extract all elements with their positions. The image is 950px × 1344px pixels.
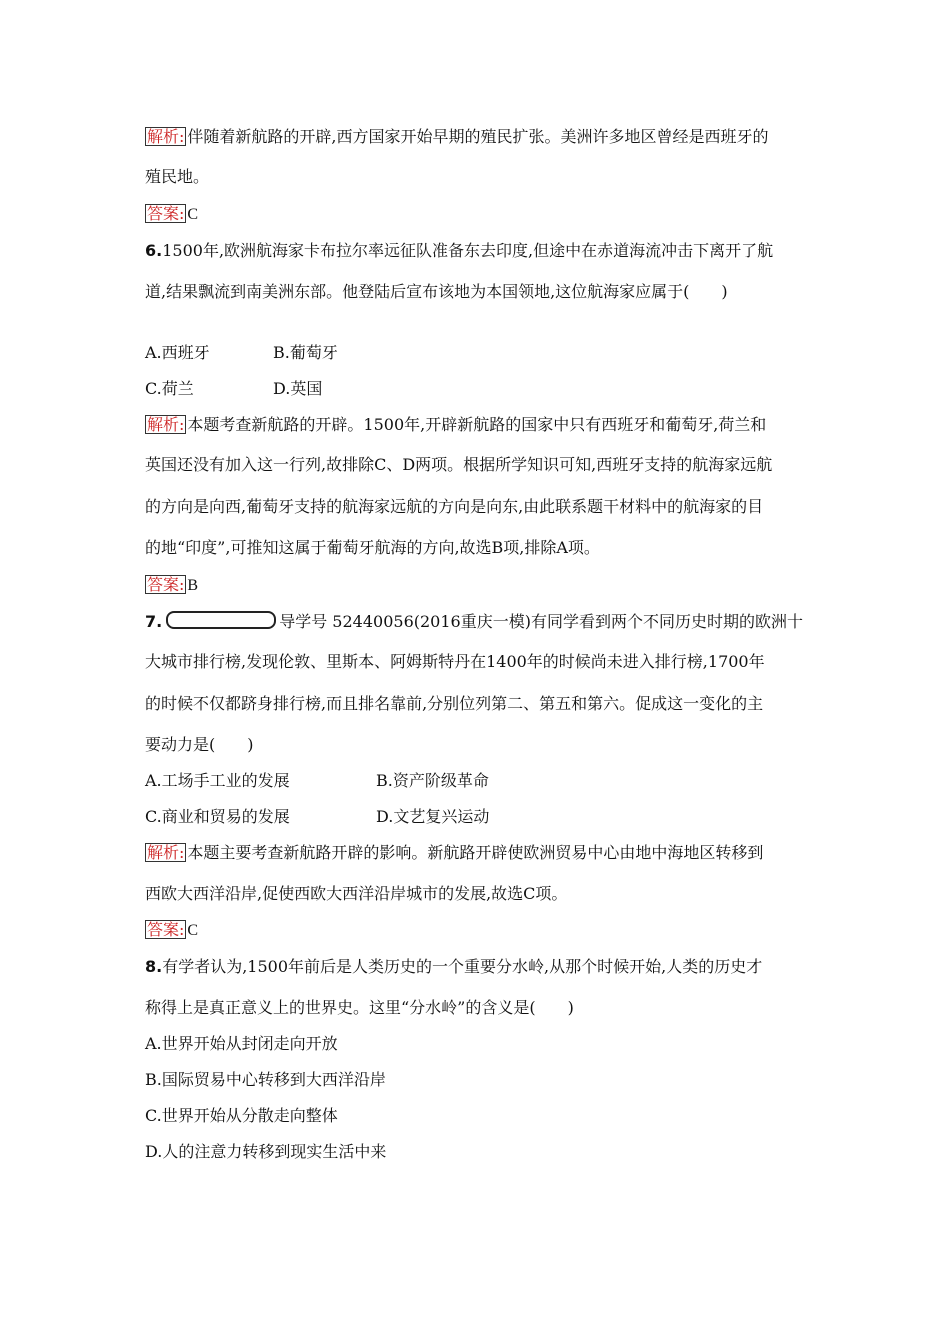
analysis-line: 的地“印度”,可推知这属于葡萄牙航海的方向,故选B项,排除A项。 xyxy=(145,538,600,557)
question-8-stem: 8.有学者认为,1500年前后是人类历史的一个重要分水岭,从那个时候开始,人类的历史才 xyxy=(145,957,763,976)
answer-label: 答案: xyxy=(147,575,185,594)
option-a: A.西班牙 xyxy=(145,343,210,362)
question-7-stem-line: 要动力是( ) xyxy=(145,735,254,754)
answer-label: 答案: xyxy=(147,204,185,223)
answer-line xyxy=(145,575,198,596)
option-d: D.人的注意力转移到现实生活中来 xyxy=(145,1142,387,1161)
answer-line xyxy=(145,204,198,225)
analysis-label: 解析: xyxy=(147,127,185,146)
option-c: C.荷兰 xyxy=(145,379,194,398)
question-7-stem-line: 大城市排行榜,发现伦敦、里斯本、阿姆斯特丹在1400年的时候尚未进入排行榜,1700年 xyxy=(145,652,765,671)
question-6-stem-line: 道,结果飘流到南美洲东部。他登陆后宣布该地为本国领地,这位航海家应属于( ) xyxy=(145,282,728,301)
option-a: A.工场手工业的发展 xyxy=(145,771,290,790)
analysis-label: 解析: xyxy=(147,415,185,434)
analysis-line: 解析: 伴随着新航路的开辟,西方国家开始早期的殖民扩张。美洲许多地区曾经是西班牙的 xyxy=(147,127,769,146)
option-a: A.世界开始从封闭走向开放 xyxy=(145,1034,338,1053)
question-8-stem-line: 称得上是真正意义上的世界史。这里“分水岭”的含义是( ) xyxy=(145,998,574,1017)
option-b: B.资产阶级革命 xyxy=(376,771,489,790)
guide-number-pill-icon xyxy=(166,611,276,629)
question-number: 8. xyxy=(145,957,163,976)
option-row xyxy=(145,343,338,363)
answer-value: C xyxy=(187,922,199,939)
option-d: D.文艺复兴运动 xyxy=(376,807,490,826)
analysis-line: 殖民地。 xyxy=(145,167,210,186)
option-row xyxy=(145,771,489,791)
option-d: D.英国 xyxy=(273,379,323,398)
question-7-stem: 7. 导学号 52440056(2016重庆一模)有同学看到两个不同历史时期的欧洲十 xyxy=(145,612,803,631)
answer-label: 答案: xyxy=(147,920,185,939)
option-b: B.国际贸易中心转移到大西洋沿岸 xyxy=(145,1070,386,1089)
option-c: C.商业和贸易的发展 xyxy=(145,807,290,826)
question-7-stem-line: 的时候不仅都跻身排行榜,而且排名靠前,分别位列第二、第五和第六。促成这一变化的主 xyxy=(145,694,764,713)
analysis-line: 西欧大西洋沿岸,促使西欧大西洋沿岸城市的发展,故选C项。 xyxy=(145,884,568,903)
option-b: B.葡萄牙 xyxy=(273,343,338,362)
analysis-line: 英国还没有加入这一行列,故排除C、D两项。根据所学知识可知,西班牙支持的航海家远航 xyxy=(145,455,773,474)
option-row xyxy=(145,807,490,827)
analysis-line: 的方向是向西,葡萄牙支持的航海家远航的方向是向东,由此联系题干材料中的航海家的目 xyxy=(145,497,764,516)
analysis-line: 解析: 本题主要考查新航路开辟的影响。新航路开辟使欧洲贸易中心由地中海地区转移到 xyxy=(147,843,764,862)
option-c: C.世界开始从分散走向整体 xyxy=(145,1106,338,1125)
option-row xyxy=(145,379,323,399)
analysis-line: 解析: 本题考查新航路的开辟。1500年,开辟新航路的国家中只有西班牙和葡萄牙,荷兰和 xyxy=(147,415,767,434)
answer-value: B xyxy=(187,577,199,594)
question-6-stem: 6.1500年,欧洲航海家卡布拉尔率远征队准备东去印度,但途中在赤道海流冲击下离开了航 xyxy=(145,241,774,260)
question-number: 7. xyxy=(145,612,163,631)
analysis-label: 解析: xyxy=(147,843,185,862)
question-number: 6. xyxy=(145,241,163,260)
answer-value: C xyxy=(187,206,199,223)
answer-line xyxy=(145,920,198,941)
